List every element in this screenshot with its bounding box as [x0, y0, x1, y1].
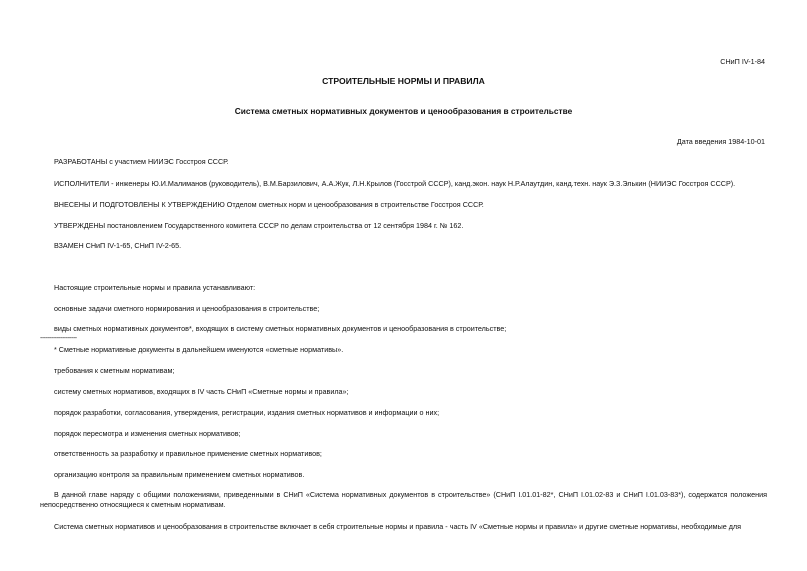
- body-lead: Настоящие строительные нормы и правила устанавливают:: [54, 283, 256, 292]
- footnote: * Сметные нормативные документы в дальнейшем именуются «сметные нормативы».: [54, 345, 344, 354]
- submitted-note: ВНЕСЕНЫ И ПОДГОТОВЛЕНЫ К УТВЕРЖДЕНИЮ Отделом сметных норм и ценообразования в строительстве Госстроя СССР.: [54, 200, 484, 209]
- executors-note: ИСПОЛНИТЕЛИ - инженеры Ю.И.Малиманов (руководитель), В.М.Барзилович, А.А.Жук, Л.Н.Крылов (Госстрой СССР), канд.экон. наук Н.Р.Алаутдин, канд.техн. наук Э.З.Элькин (НИИЭС Госстроя СССР).: [54, 179, 736, 188]
- list-item: ответственность за разработку и правильное применение сметных нормативов;: [54, 449, 322, 458]
- list-item: систему сметных нормативов, входящих в IV часть СНиП «Сметные нормы и правила»;: [54, 387, 349, 396]
- replaces-note: ВЗАМЕН СНиП IV-1-65, СНиП IV-2-65.: [54, 241, 182, 250]
- body-paragraph: В данной главе наряду с общими положениями, приведенными в СНиП «Система нормативных документов в строительстве» (СНиП I.01.01-82*, СНиП I.01.02-83 и СНиП I.01.03-83*), содержатся положения непосредственно относящиеся к сметным нормативам.: [40, 490, 767, 510]
- developed-note: РАЗРАБОТАНЫ с участием НИИЭС Госстроя СССР.: [54, 157, 229, 166]
- list-item: организацию контроля за правильным применением сметных нормативов.: [54, 470, 305, 479]
- body-paragraph: Система сметных нормативов и ценообразования в строительстве включает в себя строительные нормы и правила - часть IV «Сметные нормы и правила» и другие сметные нормативы, необходимые для: [54, 522, 742, 531]
- document-title: СТРОИТЕЛЬНЫЕ НОРМЫ И ПРАВИЛА: [322, 76, 485, 86]
- list-item: виды сметных нормативных документов*, входящих в систему сметных нормативных документов и ценообразования в строительстве;: [54, 324, 507, 333]
- introduction-date: Дата введения 1984-10-01: [676, 137, 765, 146]
- list-item: основные задачи сметного нормирования и ценообразования в строительстве;: [54, 304, 320, 313]
- footnote-divider: --------------------: [40, 335, 77, 342]
- document-code: СНиП IV-1-84: [720, 57, 765, 66]
- approved-note: УТВЕРЖДЕНЫ постановлением Государственного комитета СССР по делам строительства от 12 сентября 1984 г. № 162.: [54, 221, 464, 230]
- list-item: требования к сметным нормативам;: [54, 366, 175, 375]
- list-item: порядок разработки, согласования, утверждения, регистрации, издания сметных нормативов и информации о них;: [54, 408, 440, 417]
- list-item: порядок пересмотра и изменения сметных нормативов;: [54, 429, 241, 438]
- document-subtitle: Система сметных нормативных документов и ценообразования в строительстве: [234, 106, 573, 116]
